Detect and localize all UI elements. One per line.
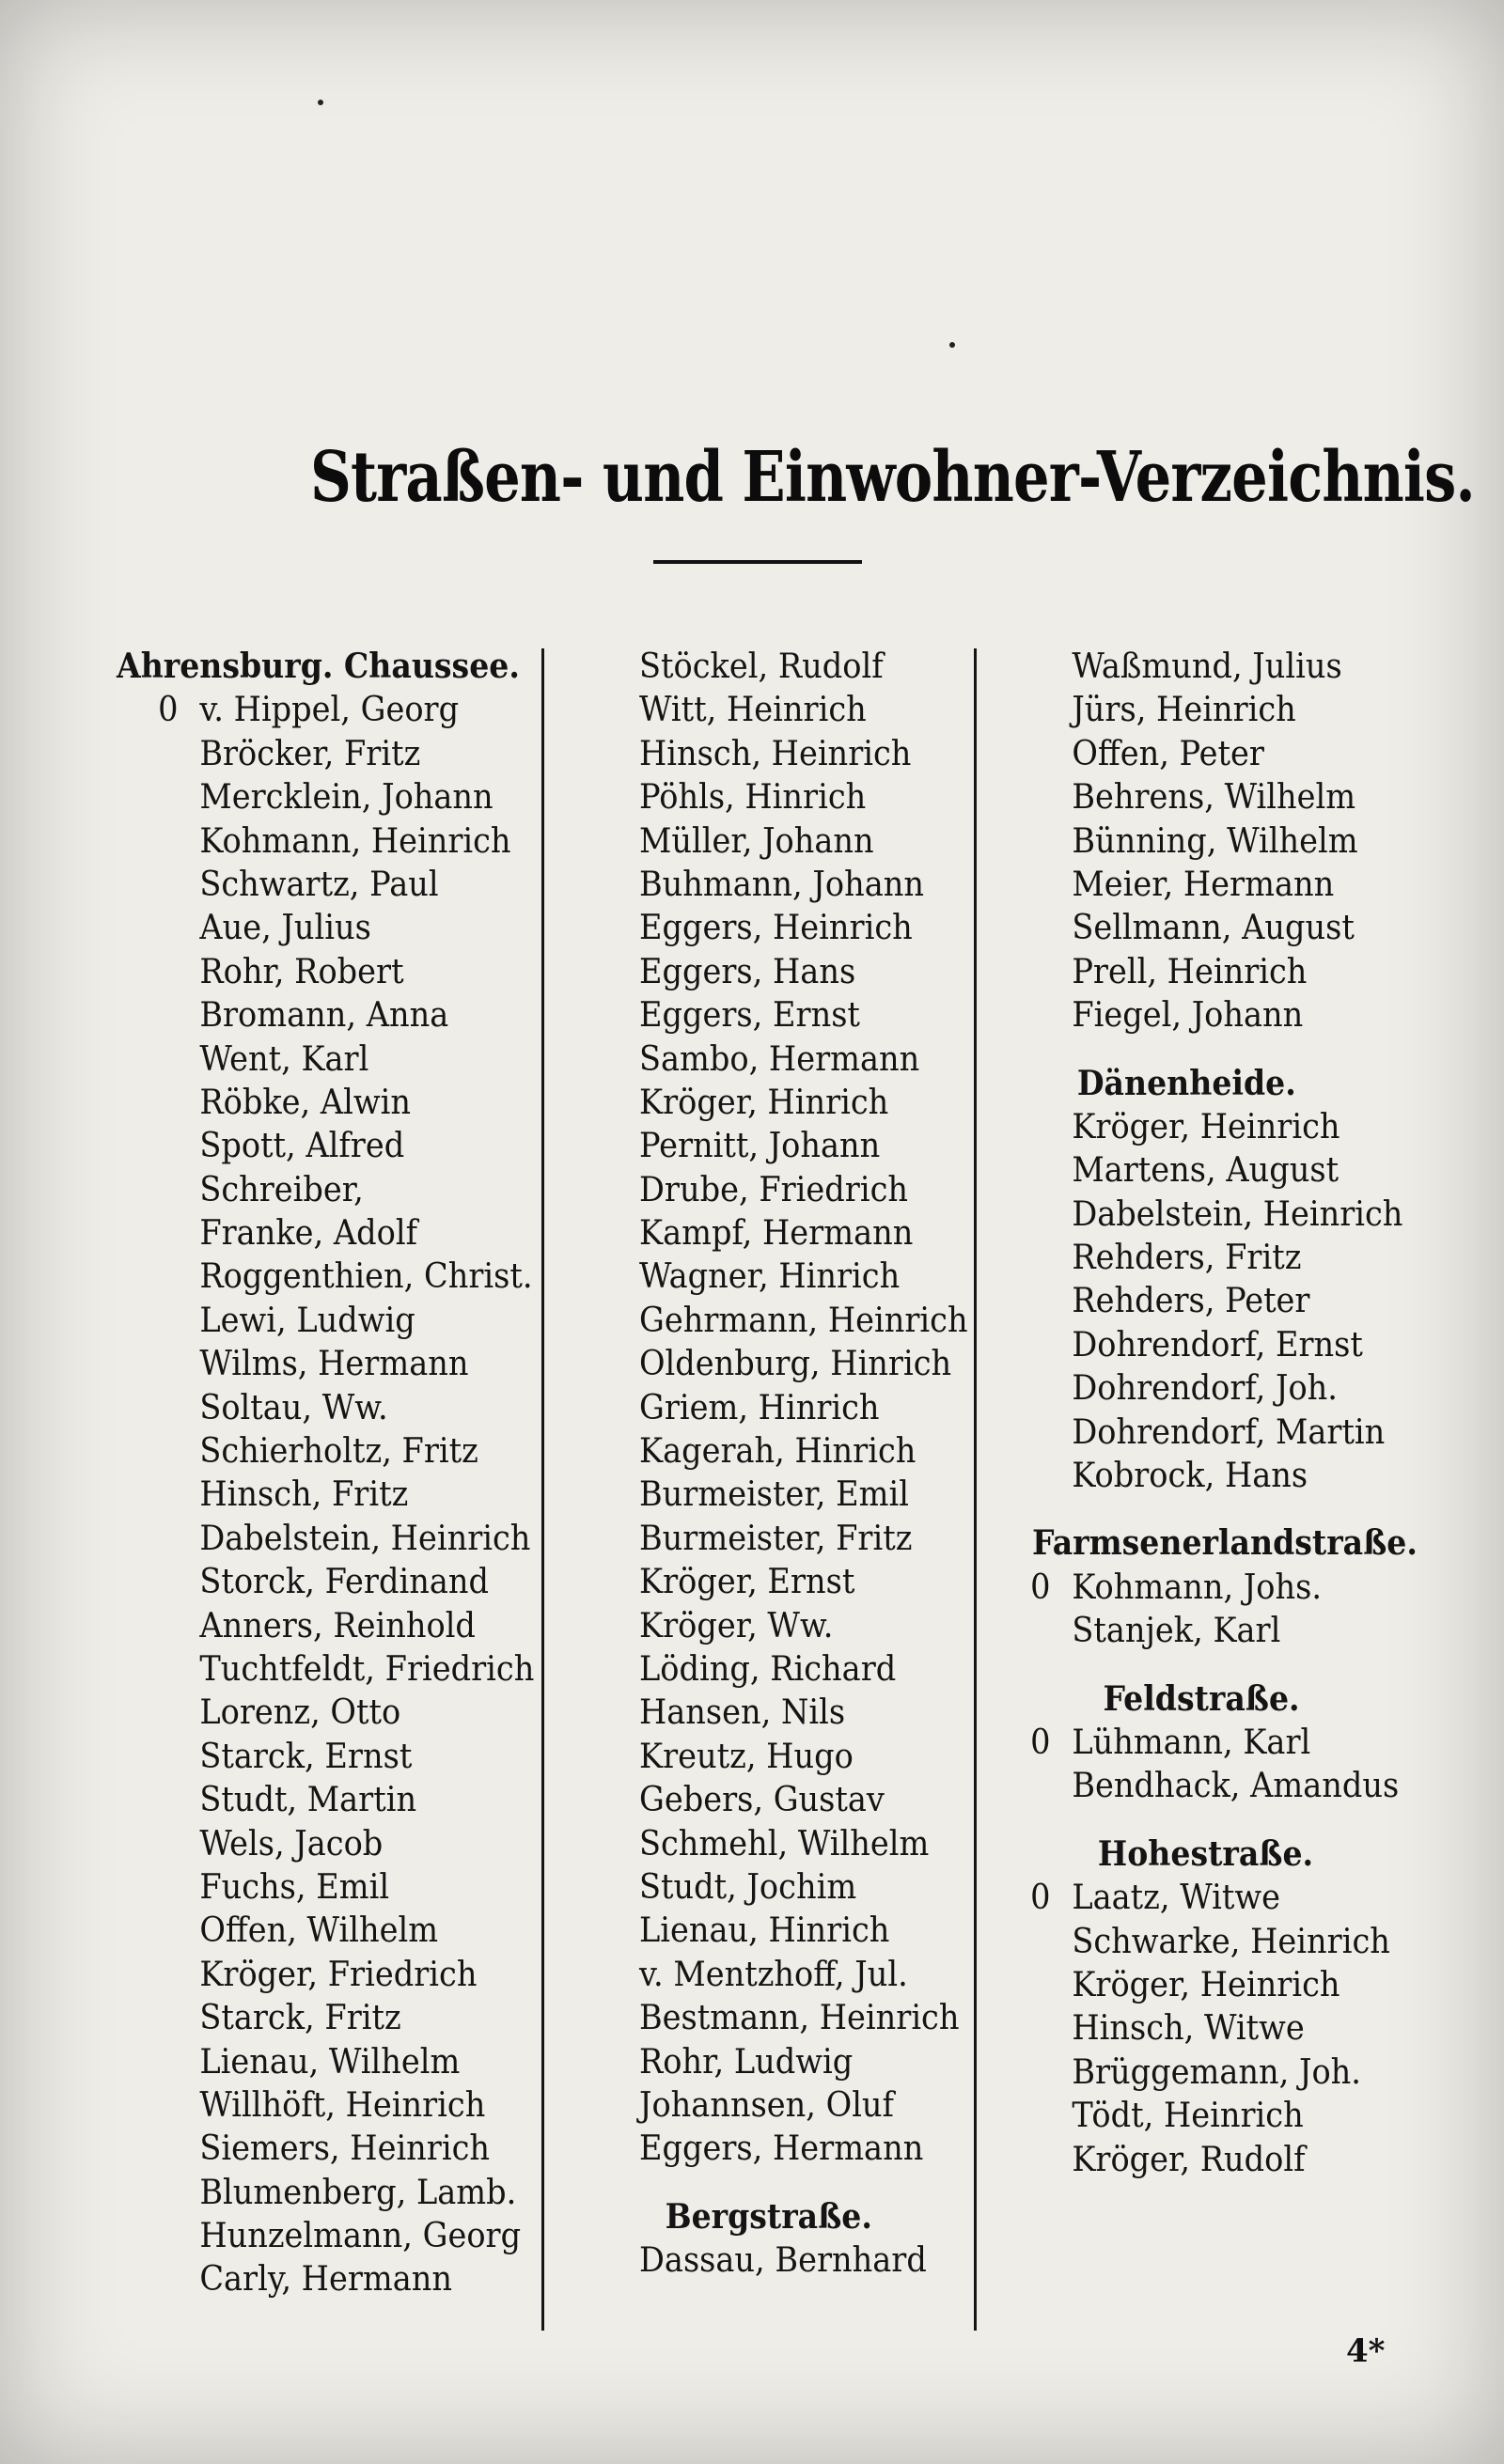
resident-entry [117, 1429, 534, 1473]
entry-marker: 0 [1030, 1566, 1051, 1607]
resident-entry [639, 1560, 968, 1603]
resident-entry [117, 1517, 534, 1560]
resident-entry [117, 2127, 534, 2170]
resident-entry [639, 819, 968, 863]
resident-name: Rehders, Fritz [1072, 1237, 1302, 1278]
resident-entry [117, 1953, 534, 1996]
street-heading: Bergstraße. [665, 2196, 872, 2237]
resident-entry [1032, 688, 1418, 731]
resident-entry [639, 1953, 968, 1996]
resident-name: Bromann, Anna [199, 994, 449, 1036]
resident-entry [639, 1996, 968, 2039]
resident-name: Dohrendorf, Ernst [1072, 1323, 1363, 1365]
resident-entry [117, 1386, 534, 1429]
resident-name: Meier, Hermann [1072, 863, 1335, 904]
resident-entry [1032, 1193, 1418, 1236]
resident-name: Drube, Friedrich [639, 1168, 909, 1209]
resident-name: Stöckel, Rudolf [639, 646, 884, 686]
resident-entry [639, 1473, 968, 1516]
resident-name: Laatz, Witwe [1072, 1877, 1280, 1918]
resident-entry [639, 1168, 968, 1211]
speck [949, 342, 955, 348]
resident-name: Fuchs, Emil [199, 1865, 390, 1907]
resident-entry [117, 993, 534, 1037]
resident-name: Pöhls, Hinrich [639, 776, 867, 818]
resident-entry [1032, 1279, 1418, 1322]
resident-entry [1032, 1876, 1418, 1919]
resident-entry [117, 906, 534, 949]
resident-entry [639, 1735, 968, 1778]
resident-entry [1032, 2138, 1418, 2181]
resident-name: Eggers, Hermann [639, 2128, 924, 2169]
resident-name: Soltau, Ww. [199, 1386, 388, 1427]
resident-name: Dabelstein, Heinrich [199, 1517, 531, 1558]
resident-entry [639, 993, 968, 1037]
resident-name: Starck, Ernst [199, 1735, 413, 1776]
resident-name: Müller, Johann [639, 819, 874, 861]
resident-entry [1032, 993, 1418, 1037]
resident-entry [1032, 1566, 1418, 1609]
column-3 [1032, 645, 1451, 2181]
resident-entry [1032, 2094, 1418, 2137]
resident-name: Sellmann, August [1072, 907, 1355, 948]
resident-name: Kohmann, Heinrich [199, 819, 511, 861]
resident-name: Buhmann, Johann [639, 863, 924, 904]
title-underline [653, 560, 862, 564]
resident-name: Hinsch, Heinrich [639, 732, 912, 773]
resident-name: Kröger, Heinrich [1072, 1105, 1340, 1146]
resident-entry [639, 1865, 968, 1909]
resident-entry [117, 819, 534, 863]
resident-name: Kröger, Friedrich [199, 1953, 478, 1994]
resident-name: Spott, Alfred [199, 1125, 405, 1166]
resident-name: Schwartz, Paul [199, 863, 439, 904]
resident-entry [117, 1037, 534, 1081]
resident-name: Dabelstein, Heinrich [1072, 1193, 1403, 1234]
resident-entry [1032, 906, 1418, 949]
resident-entry [639, 1081, 968, 1124]
street-heading: Dänenheide. [1076, 1063, 1296, 1103]
resident-name: Kröger, Heinrich [1072, 1963, 1340, 2004]
resident-entry [639, 1299, 968, 1342]
resident-entry [639, 1822, 968, 1865]
resident-entry [1032, 2051, 1418, 2094]
resident-name: Behrens, Wilhelm [1072, 776, 1356, 818]
street-heading: Farmsenerlandstraße. [1032, 1523, 1418, 1564]
entry-marker: 0 [158, 689, 179, 730]
resident-entry [1032, 2006, 1418, 2050]
entry-marker: 0 [1030, 1877, 1051, 1918]
resident-name: Kobrock, Hans [1072, 1455, 1308, 1496]
resident-name: Kreutz, Hugo [639, 1735, 854, 1776]
resident-entry [117, 688, 534, 731]
resident-entry [1032, 645, 1418, 688]
resident-name: Wilms, Hermann [199, 1343, 469, 1384]
resident-entry [117, 1342, 534, 1385]
resident-name: Oldenburg, Hinrich [639, 1343, 952, 1384]
resident-entry [1032, 775, 1418, 819]
resident-name: Tuchtfeldt, Friedrich [199, 1647, 535, 1689]
resident-name: Dohrendorf, Joh. [1072, 1367, 1338, 1409]
resident-entry [639, 732, 968, 775]
resident-entry [1032, 732, 1418, 775]
resident-name: Schierholtz, Fritz [199, 1430, 478, 1472]
street-heading: Feldstraße. [1103, 1678, 1300, 1719]
resident-entry [117, 1909, 534, 1952]
resident-name: Willhöft, Heinrich [199, 2083, 486, 2125]
resident-entry [1032, 1148, 1418, 1192]
resident-entry [639, 1647, 968, 1691]
resident-entry [117, 2214, 534, 2257]
resident-name: Martens, August [1072, 1149, 1340, 1191]
street-heading: Hohestraße. [1097, 1833, 1314, 1874]
resident-name: Bestmann, Heinrich [639, 1997, 960, 2038]
resident-name: Griem, Hinrich [639, 1386, 880, 1427]
resident-entry [117, 1691, 534, 1734]
resident-name: Anners, Reinhold [199, 1604, 476, 1645]
resident-name: Roggenthien, Christ. [199, 1255, 533, 1297]
resident-name: Offen, Wilhelm [199, 1910, 439, 1951]
resident-name: Carly, Hermann [199, 2258, 453, 2300]
resident-name: Eggers, Heinrich [639, 907, 913, 948]
resident-name: Bendhack, Amandus [1072, 1765, 1400, 1806]
resident-entry [1032, 1105, 1418, 1148]
resident-entry [639, 1124, 968, 1167]
resident-name: Eggers, Ernst [639, 994, 860, 1036]
resident-name: Kröger, Hinrich [639, 1081, 889, 1122]
resident-entry [1032, 1963, 1418, 2006]
resident-entry [117, 1778, 534, 1821]
resident-entry [117, 2171, 534, 2214]
resident-name: Blumenberg, Lamb. [199, 2171, 517, 2212]
resident-name: Studt, Jochim [639, 1865, 857, 1907]
resident-name: Schreiber, [199, 1168, 364, 1209]
resident-name: Brüggemann, Joh. [1072, 2051, 1361, 2092]
resident-entry [117, 1560, 534, 1603]
resident-name: Gehrmann, Heinrich [639, 1299, 968, 1340]
resident-name: Johannsen, Oluf [639, 2083, 894, 2125]
resident-name: Lienau, Wilhelm [199, 2040, 461, 2082]
resident-entry [639, 2083, 968, 2127]
speck [318, 100, 323, 105]
resident-entry [1032, 1411, 1418, 1454]
resident-name: Kohmann, Johs. [1072, 1566, 1323, 1607]
resident-name: Kröger, Rudolf [1072, 2138, 1306, 2179]
resident-name: Eggers, Hans [639, 950, 856, 991]
resident-entry [1032, 1764, 1418, 1807]
resident-entry [639, 1386, 968, 1429]
resident-name: Pernitt, Johann [639, 1125, 881, 1166]
resident-name: Prell, Heinrich [1072, 950, 1308, 991]
resident-entry [639, 950, 968, 993]
resident-name: Aue, Julius [199, 907, 371, 948]
resident-entry [639, 863, 968, 906]
resident-name: Hinsch, Fritz [199, 1474, 409, 1515]
resident-entry [639, 1037, 968, 1081]
resident-entry [639, 775, 968, 819]
section-gap [1032, 1653, 1451, 1677]
resident-name: Bröcker, Fritz [199, 732, 421, 773]
street-heading: Ahrensburg. Chaussee. [117, 647, 520, 686]
column-2 [639, 645, 996, 2282]
resident-name: Rehders, Peter [1072, 1280, 1310, 1321]
resident-entry [1032, 1609, 1418, 1652]
resident-entry [117, 1735, 534, 1778]
resident-name: Dassau, Bernhard [639, 2239, 927, 2281]
resident-entry [639, 1255, 968, 1298]
section-gap [1032, 1497, 1451, 1521]
resident-entry [639, 2238, 968, 2282]
resident-entry [117, 2040, 534, 2083]
resident-name: Storck, Ferdinand [199, 1561, 489, 1602]
resident-entry [639, 645, 968, 688]
resident-name: Lühmann, Karl [1072, 1721, 1311, 1762]
resident-entry [639, 1429, 968, 1473]
resident-entry [117, 2257, 534, 2300]
resident-name: Mercklein, Johann [199, 776, 494, 818]
resident-entry [117, 2083, 534, 2127]
resident-name: Dohrendorf, Martin [1072, 1411, 1386, 1452]
resident-entry [1032, 1366, 1418, 1410]
resident-name: Hansen, Nils [639, 1692, 846, 1733]
resident-entry [117, 1822, 534, 1865]
resident-entry [1032, 1920, 1418, 1963]
resident-entry [639, 1691, 968, 1734]
resident-name: Gebers, Gustav [639, 1779, 885, 1820]
resident-entry [1032, 1721, 1418, 1764]
resident-entry [639, 1211, 968, 1255]
resident-name: Hunzelmann, Georg [199, 2215, 522, 2256]
resident-name: Waßmund, Julius [1072, 646, 1342, 686]
resident-name: Jürs, Heinrich [1072, 689, 1296, 730]
resident-name: Stanjek, Karl [1072, 1610, 1281, 1651]
resident-name: Rohr, Ludwig [639, 2040, 854, 2082]
resident-entry [639, 2127, 968, 2170]
resident-name: Lewi, Ludwig [199, 1299, 415, 1340]
page-number: 4* [1346, 2332, 1386, 2370]
resident-name: Löding, Richard [639, 1647, 897, 1689]
resident-entry [1032, 1236, 1418, 1279]
resident-name: Lienau, Hinrich [639, 1910, 890, 1951]
resident-name: v. Mentzhoff, Jul. [639, 1953, 908, 1994]
resident-entry [117, 1996, 534, 2039]
resident-entry [117, 863, 534, 906]
resident-name: Siemers, Heinrich [199, 2128, 491, 2169]
column-1 [117, 645, 571, 2301]
resident-entry [117, 1081, 534, 1124]
resident-entry [117, 1124, 534, 1167]
resident-entry [1032, 819, 1418, 863]
resident-name: Franke, Adolf [199, 1212, 418, 1254]
resident-name: Went, Karl [199, 1037, 369, 1079]
entry-marker: 0 [1030, 1721, 1051, 1762]
resident-entry [117, 1473, 534, 1516]
resident-entry [117, 1865, 534, 1909]
resident-name: Studt, Martin [199, 1779, 417, 1820]
resident-entry [117, 1255, 534, 1298]
resident-entry [639, 906, 968, 949]
resident-entry [639, 1517, 968, 1560]
resident-name: Burmeister, Emil [639, 1474, 909, 1515]
resident-name: Kröger, Ernst [639, 1561, 855, 1602]
resident-name: Starck, Fritz [199, 1997, 401, 2038]
resident-name: Witt, Heinrich [639, 689, 867, 730]
resident-name: Tödt, Heinrich [1072, 2095, 1304, 2136]
resident-entry [639, 688, 968, 731]
resident-name: Kampf, Hermann [639, 1212, 914, 1254]
resident-name: Bünning, Wilhelm [1072, 819, 1358, 861]
resident-name: Hinsch, Witwe [1072, 2007, 1305, 2049]
resident-entry [639, 1342, 968, 1385]
resident-name: Röbke, Alwin [199, 1081, 411, 1122]
section-gap [1032, 1037, 1451, 1062]
resident-entry [639, 1604, 968, 1647]
resident-entry [117, 950, 534, 993]
resident-entry [117, 1299, 534, 1342]
resident-name: Lorenz, Otto [199, 1692, 401, 1733]
resident-entry [117, 1168, 534, 1211]
resident-name: Kagerah, Hinrich [639, 1430, 916, 1472]
resident-entry [1032, 1454, 1418, 1497]
resident-entry [117, 1211, 534, 1255]
resident-name: Schmehl, Wilhelm [639, 1822, 930, 1864]
resident-entry [117, 732, 534, 775]
resident-name: Wagner, Hinrich [639, 1255, 901, 1297]
page-title: Straßen- und Einwohner-Verzeichnis. [310, 437, 1475, 518]
resident-entry [117, 1647, 534, 1691]
resident-name: Kröger, Ww. [639, 1604, 834, 1645]
resident-entry [1032, 1323, 1418, 1366]
resident-entry [117, 1604, 534, 1647]
resident-entry [1032, 863, 1418, 906]
resident-name: Sambo, Hermann [639, 1037, 920, 1079]
resident-name: Rohr, Robert [199, 950, 404, 991]
resident-name: Offen, Peter [1072, 732, 1264, 773]
resident-name: Schwarke, Heinrich [1072, 1920, 1390, 1961]
resident-entry [639, 1909, 968, 1952]
resident-entry [1032, 950, 1418, 993]
resident-entry [117, 775, 534, 819]
resident-name: Wels, Jacob [199, 1822, 384, 1864]
section-gap [1032, 1808, 1451, 1832]
section-gap [639, 2171, 996, 2195]
resident-entry [639, 2040, 968, 2083]
resident-name: Fiegel, Johann [1072, 994, 1304, 1036]
resident-name: v. Hippel, Georg [199, 689, 460, 730]
resident-name: Burmeister, Fritz [639, 1517, 913, 1558]
resident-entry [639, 1778, 968, 1821]
